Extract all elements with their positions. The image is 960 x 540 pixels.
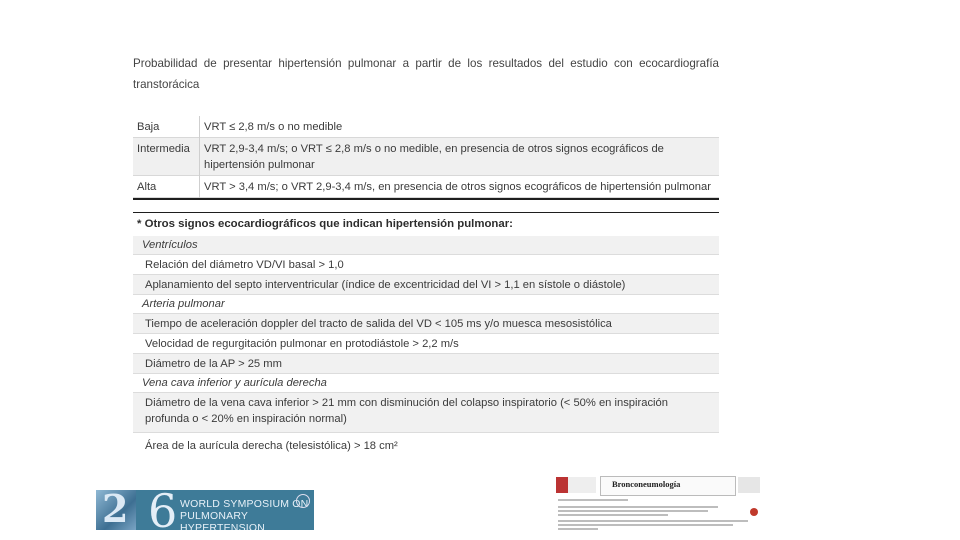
signs-heading: * Otros signos ecocardiográficos que indican hipertensión pulmonar: xyxy=(137,218,513,230)
journal-name: Bronconeumología xyxy=(612,479,681,489)
divider xyxy=(133,198,719,200)
crossmark-icon xyxy=(750,508,758,516)
logo-emblem: 2 xyxy=(96,490,136,530)
logo-mark-icon xyxy=(296,494,310,508)
thumbnail-line xyxy=(558,528,598,530)
thumbnail-line xyxy=(558,499,628,501)
thumbnail-line xyxy=(558,520,748,522)
table-title: Probabilidad de presentar hipertensión pulmonar a partir de los resultados del estudio con ecocardiografía transtorácica xyxy=(133,57,719,91)
list-item: Relación del diámetro VD/VI basal > 1,0 xyxy=(133,255,719,275)
category-pulmonary-artery: Arteria pulmonar xyxy=(133,295,719,314)
probability-criterion: VRT > 3,4 m/s; o VRT 2,9-3,4 m/s, en presencia de otros signos ecográficos de hipertensión pulmonar xyxy=(204,181,711,193)
list-item: Área de la aurícula derecha (telesistólica) > 18 cm² xyxy=(145,440,398,452)
world-symposium-logo xyxy=(96,490,314,530)
journal-cover-icon xyxy=(738,477,760,493)
table-row xyxy=(133,138,719,176)
publisher-logo-icon xyxy=(556,477,596,493)
logo-text: WORLD SYMPOSIUM ON PULMONARY HYPERTENSION xyxy=(180,498,309,530)
category-vena-cava: Vena cava inferior y aurícula derecha xyxy=(133,374,719,393)
thumbnail-line xyxy=(558,506,718,508)
probability-level: Alta xyxy=(133,176,200,198)
paper-thumbnail xyxy=(556,468,766,540)
signs-list xyxy=(133,236,719,459)
table-row xyxy=(133,176,719,198)
thumbnail-line xyxy=(558,524,733,526)
probability-level: Baja xyxy=(133,116,200,138)
probability-criterion: VRT 2,9-3,4 m/s; o VRT ≤ 2,8 m/s o no medible, en presencia de otros signos ecográficos de hipertensión pulmonar xyxy=(204,143,664,171)
probability-table xyxy=(133,116,719,198)
probability-level: Intermedia xyxy=(133,138,200,176)
thumbnail-line xyxy=(558,514,668,516)
list-item: Diámetro de la AP > 25 mm xyxy=(133,354,719,374)
list-item: Velocidad de regurgitación pulmonar en protodiástole > 2,2 m/s xyxy=(133,334,719,354)
logo-number: 6 xyxy=(148,490,178,530)
list-item: Diámetro de la vena cava inferior > 21 mm con disminución del colapso inspiratorio (< 50% en inspiración profunda o < 20% en inspiración normal) xyxy=(133,393,719,433)
thumbnail-line xyxy=(558,510,708,512)
category-ventricles: Ventrículos xyxy=(133,236,719,255)
list-item: Aplanamiento del septo interventricular (índice de excentricidad del VI > 1,1 en sístole o diástole) xyxy=(133,275,719,295)
probability-criterion: VRT ≤ 2,8 m/s o no medible xyxy=(204,121,343,133)
table-row xyxy=(133,116,719,138)
list-item: Tiempo de aceleración doppler del tracto de salida del VD < 105 ms y/o muesca mesosistólica xyxy=(133,314,719,334)
